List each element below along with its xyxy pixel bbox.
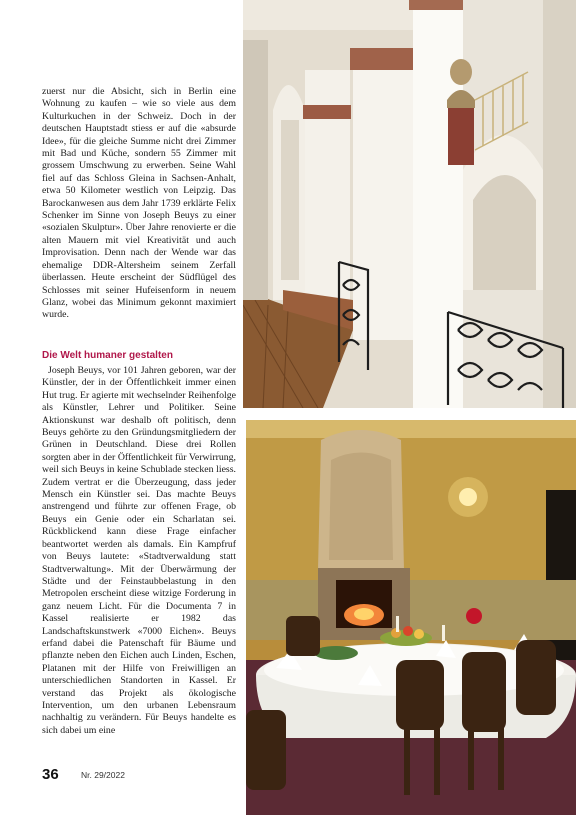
article-text-body [42,365,236,737]
article-text-intro [42,86,236,322]
issue-number: Nr. 29/2022 [81,770,125,780]
photo-dining-room [246,420,576,815]
section-heading: Die Welt humaner gestalten [42,350,173,361]
page-number: 36 [42,766,59,783]
paragraph-intro: zuerst nur die Absicht, sich in Berlin eine Wohnung zu kaufen – wie so viele aus dem Kulturkuchen in der Schweiz. Doch in der deutschen Hauptstadt stiess er auf die «absurde Idee», für die gleiche Summe nicht drei Zimmer mit Bad und Küche, sondern 55 Zimmer mit grossem Umschwung zu erwerben. Seine Wahl fiel auf das Schloss Gleina in Sachsen-Anhalt, etwa 50 Kilometer westlich von Leipzig. Das Barockanwesen aus dem Jahr 1739 erklärte Felix Schenker im Sinne von Joseph Beuys zu einer «sozialen Skulptur». Über Jahre renovierte er die alten Mauern mit viel Kreativität und auch Improvisation. Denn nach der Wende war das ehemalige DDR-Altersheim seinem Zerfall überlassen. Heute erscheint der Südflügel des Schlosses mit seiner Hufeisenform in neuem Glanz, wobei das Minimum gekonnt maximiert wurde. [42,86,236,321]
paragraph-beuys: Joseph Beuys, vor 101 Jahren geboren, war der Künstler, der in der Öffentlichkeit immer einen Hut trug. Er agierte mit wechselnder Reihenfolge als Künstler, Lehrer und Politiker. Seine Aktionskunst war deshalb oft politisch, denn Beuys gehörte zu den Gründungsmitgliedern der Grünen in Deutschland. Diese drei Rollen sorgten aber in der Öffentlichkeit für Verwirrung, weil sich Beuys in keine Schublade stecken liess. Zudem vertrat er die Überzeugung, dass jeder Mensch ein Künstler sei. Das machte Beuys anstrengend und führte zur offenen Frage, ob Beuys ein Genie oder ein Scharlatan sei. Rückblickend kann diese Frage einfacher beantwortet werden als damals. Ein Kampfruf von Beuys lautete: «Stadtverwaldung statt Stadtverwaltung». Mit der Überwärmung der Städte und der Feinstaubbelastung in den Metropolen erscheint diese witzige Forderung in ganz neuem Licht. Für die Documenta 7 in Kassel realisierte er 1982 das Landschaftskunstwerk «7000 Eichen». Beuys erfand dabei die Patenschaft für Bäume und pflanzte neben den Eichen auch Linden, Eschen, Platanen mit der Hilfe von Freiwilligen an unterschiedlichen Standorten in Kassel. Er verstand das Projekt als ökologische Intervention, um den urbanen Lebensraum nachhaltig zu verändern. Für Beuys handelte es sich dabei um eine [42,365,236,736]
photo-stairwell [243,0,576,408]
